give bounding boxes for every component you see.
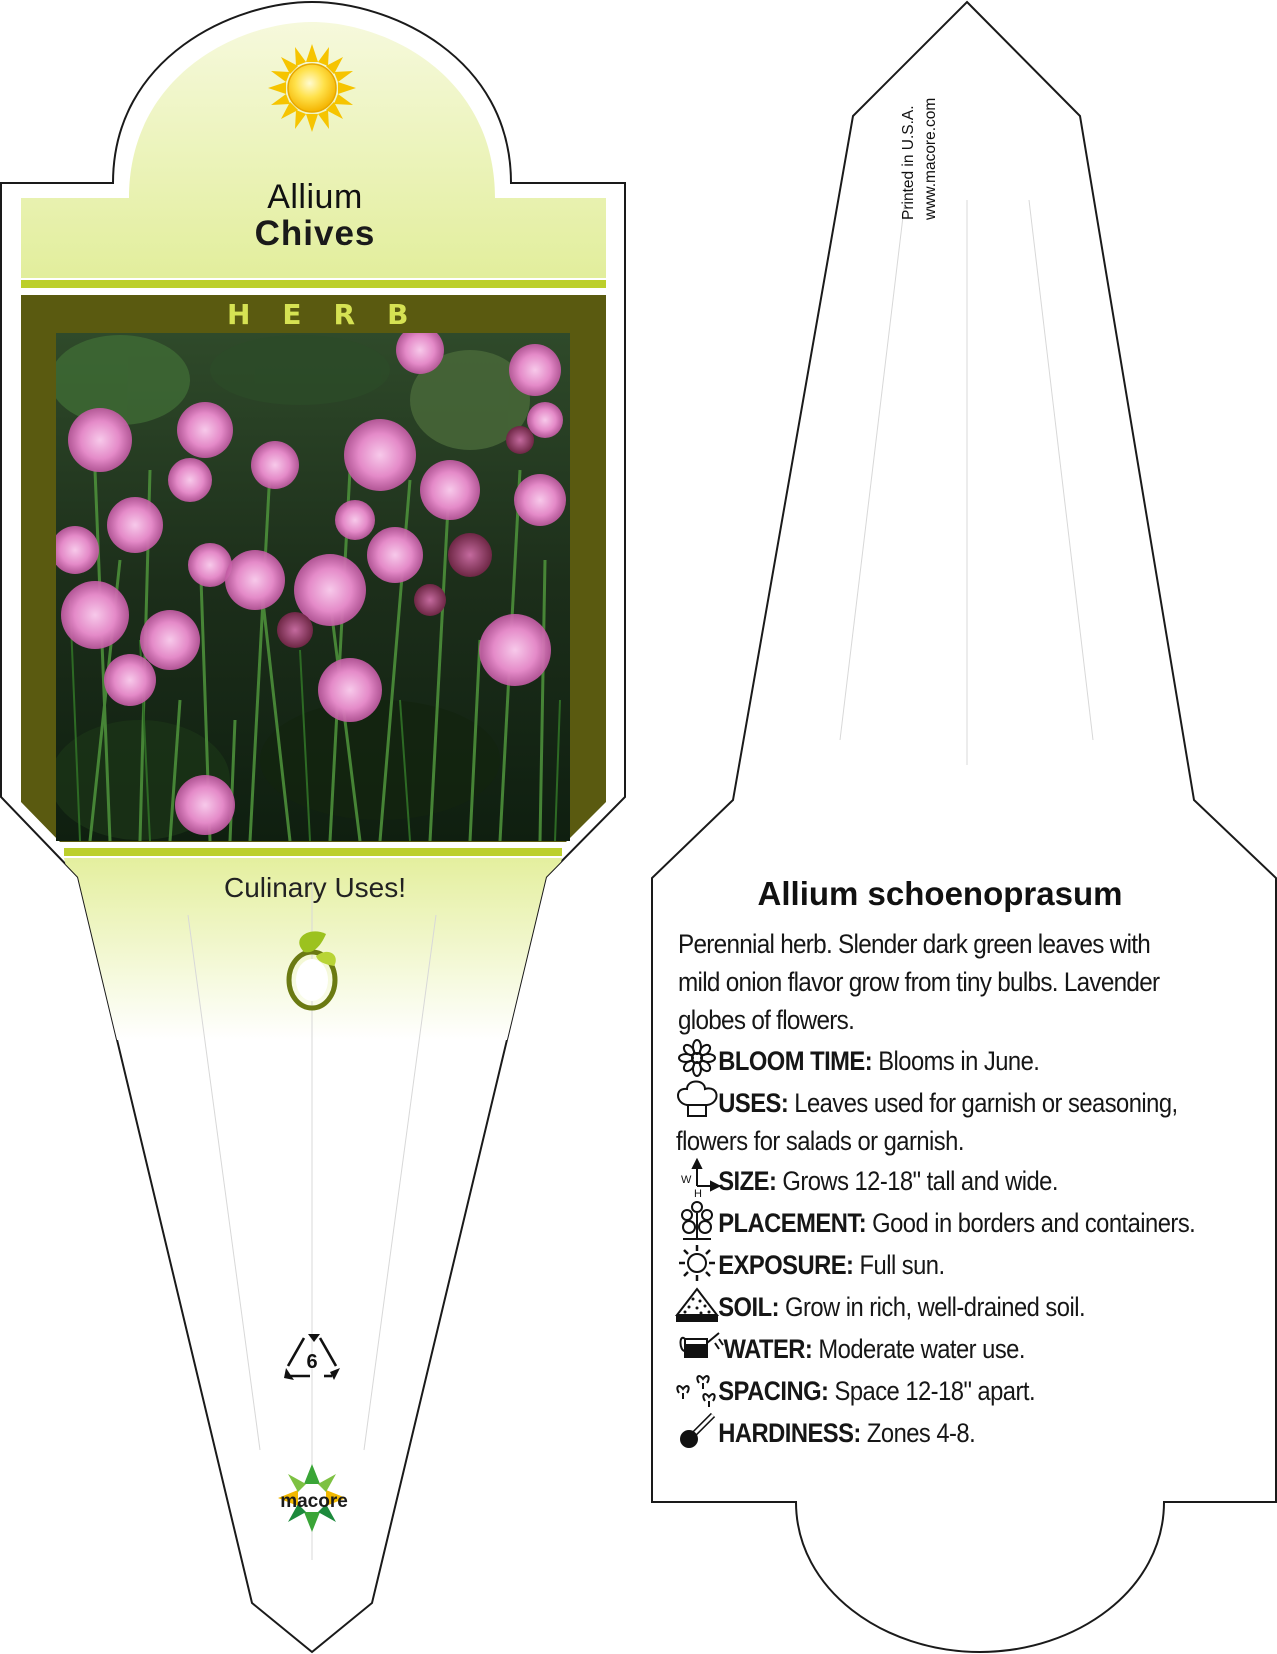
- attr-label: PLACEMENT:: [718, 1208, 867, 1238]
- recycle-code: 6: [306, 1351, 318, 1373]
- attr-label: EXPOSURE:: [718, 1250, 854, 1280]
- chives-photo: [50, 326, 570, 841]
- attr-placement: [676, 1204, 1195, 1242]
- attr-label: BLOOM TIME:: [718, 1046, 873, 1076]
- attr-text: Space 12-18" apart.: [834, 1376, 1036, 1406]
- botanical-name: Allium schoenoprasum: [757, 875, 1123, 912]
- attr-text: Zones 4-8.: [866, 1418, 976, 1448]
- attr-text: Full sun.: [859, 1250, 945, 1280]
- attr-exposure: [676, 1246, 945, 1284]
- attr-uses-cont: flowers for salads or garnish.: [676, 1126, 964, 1156]
- attr-uses: [676, 1084, 1178, 1122]
- common-name: Chives: [254, 214, 376, 253]
- category-label: HERB: [227, 298, 441, 331]
- attr-label: HARDINESS:: [718, 1418, 861, 1448]
- attr-text: Good in borders and containers.: [872, 1208, 1196, 1238]
- attr-text: Leaves used for garnish or seasoning,: [794, 1088, 1178, 1118]
- size-icon-h: H: [694, 1188, 702, 1200]
- sun-icon: [268, 44, 356, 132]
- attr-text: Grows 12-18" tall and wide.: [782, 1166, 1058, 1196]
- attr-soil: [676, 1288, 1085, 1326]
- attr-text: Blooms in June.: [878, 1046, 1040, 1076]
- attr-label: WATER:: [723, 1334, 813, 1364]
- print-website: www.macore.com: [922, 97, 939, 220]
- attr-spacing: [676, 1372, 1035, 1410]
- attr-label: USES:: [718, 1088, 789, 1118]
- brand-name: macore: [280, 1491, 348, 1512]
- header-accent-line: [21, 280, 606, 288]
- genus-name: Allium: [267, 178, 363, 216]
- print-note: [900, 50, 960, 225]
- tagline: Culinary Uses!: [223, 872, 407, 903]
- attr-size: [676, 1162, 1058, 1200]
- attr-text: Grow in rich, well-drained soil.: [785, 1292, 1086, 1322]
- print-country: Printed in U.S.A.: [900, 105, 917, 220]
- attr-text: Moderate water use.: [818, 1334, 1025, 1364]
- attr-label: SOIL:: [718, 1292, 779, 1322]
- size-icon-w: W: [681, 1174, 692, 1186]
- attr-label: SIZE:: [718, 1166, 777, 1196]
- attr-label: SPACING:: [718, 1376, 829, 1406]
- attr-bloom-time: [676, 1042, 1039, 1080]
- attr-hardiness: [676, 1414, 975, 1452]
- plant-description: Perennial herb. Slender dark green leaves with mild onion flavor grow from tiny bulbs. Lavender globes of flowers.: [678, 929, 1160, 1035]
- attr-water: [676, 1330, 1025, 1368]
